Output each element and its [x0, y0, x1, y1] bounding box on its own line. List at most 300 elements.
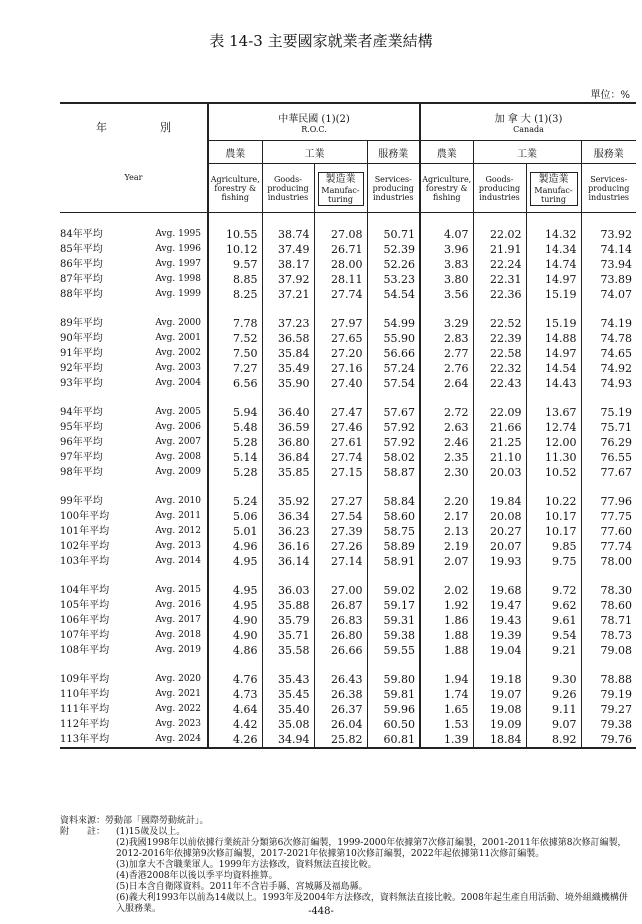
value-cell: 2.17 [420, 509, 473, 524]
value-cell: 2.35 [420, 450, 473, 465]
year-zh-cell: 91年平均 [60, 348, 103, 359]
value-cell: 27.74 [314, 287, 367, 302]
value-cell: 1.39 [420, 732, 473, 748]
spacer-cell [146, 302, 208, 316]
group-spacer [60, 302, 636, 316]
year-zh-cell: 101年平均 [60, 526, 110, 537]
value-cell: 4.90 [208, 613, 262, 628]
value-cell: 7.78 [208, 316, 262, 331]
value-cell: 14.54 [526, 361, 581, 376]
value-cell: 78.00 [581, 554, 636, 569]
year-zh-cell: 96年平均 [60, 437, 103, 448]
spacer-cell [581, 391, 636, 405]
value-cell: 9.30 [526, 672, 581, 687]
spacer-cell [581, 569, 636, 583]
year-en-cell: Avg. 2007 [155, 437, 201, 447]
table-row [60, 316, 636, 331]
value-cell: 38.17 [262, 257, 314, 272]
year-en-cell: Avg. 2017 [155, 615, 201, 625]
value-cell: 74.78 [581, 331, 636, 346]
value-cell: 2.19 [420, 539, 473, 554]
value-cell: 55.90 [367, 331, 420, 346]
value-cell: 26.37 [314, 702, 367, 717]
value-cell: 2.64 [420, 376, 473, 391]
value-cell: 57.92 [367, 420, 420, 435]
year-en-cell: Avg. 2021 [155, 689, 201, 699]
value-cell: 1.88 [420, 643, 473, 658]
page-number: -448- [308, 906, 334, 917]
value-cell: 27.26 [314, 539, 367, 554]
value-cell: 54.99 [367, 316, 420, 331]
value-cell: 3.83 [420, 257, 473, 272]
value-cell: 73.89 [581, 272, 636, 287]
value-cell: 58.60 [367, 509, 420, 524]
table-row [60, 554, 636, 569]
value-cell: 19.09 [473, 717, 526, 732]
value-cell: 36.40 [262, 405, 314, 420]
value-cell: 79.08 [581, 643, 636, 658]
value-cell: 11.30 [526, 450, 581, 465]
year-zh-cell: 106年平均 [60, 615, 110, 626]
value-cell: 58.75 [367, 524, 420, 539]
roc-mfg-en: Manufac-turing [321, 186, 360, 204]
year-en-cell: Avg. 2006 [155, 422, 201, 432]
group-spacer [60, 480, 636, 494]
table-row [60, 257, 636, 272]
spacer-cell [367, 391, 420, 405]
value-cell: 10.52 [526, 465, 581, 480]
spacer-cell [262, 658, 314, 672]
year-en-cell: Avg. 2016 [155, 600, 201, 610]
value-cell: 2.63 [420, 420, 473, 435]
table-row [60, 628, 636, 643]
spacer-cell [420, 302, 473, 316]
spacer-cell [60, 658, 146, 672]
value-cell: 77.67 [581, 465, 636, 480]
value-cell: 1.86 [420, 613, 473, 628]
year-header-zh-2: 別 [160, 120, 171, 134]
year-en-cell: Avg. 2024 [146, 732, 208, 748]
value-cell: 78.88 [581, 672, 636, 687]
value-cell: 77.60 [581, 524, 636, 539]
value-cell: 27.20 [314, 346, 367, 361]
year-zh-cell: 93年平均 [60, 378, 103, 389]
spacer-cell [526, 391, 581, 405]
value-cell: 27.40 [314, 376, 367, 391]
year-en-cell: Avg. 2001 [155, 333, 201, 343]
value-cell: 77.96 [581, 494, 636, 509]
canada-goods-en: Goods-producing industries [473, 164, 526, 213]
value-cell: 19.39 [473, 628, 526, 643]
value-cell: 4.64 [208, 702, 262, 717]
value-cell: 5.28 [208, 465, 262, 480]
group-spacer [60, 391, 636, 405]
spacer-cell [146, 213, 208, 228]
value-cell: 19.47 [473, 598, 526, 613]
value-cell: 2.77 [420, 346, 473, 361]
value-cell: 18.84 [473, 732, 526, 748]
year-zh-cell: 103年平均 [60, 556, 110, 567]
value-cell: 27.27 [314, 494, 367, 509]
unit-label: 單位：% [590, 90, 630, 101]
roc-header-zh: 中華民國 (1)(2) [278, 114, 350, 125]
value-cell: 36.34 [262, 509, 314, 524]
spacer-cell [581, 658, 636, 672]
roc-header-en: R.O.C. [301, 125, 327, 134]
group-spacer [60, 213, 636, 228]
value-cell: 19.68 [473, 583, 526, 598]
value-cell: 5.14 [208, 450, 262, 465]
value-cell: 36.84 [262, 450, 314, 465]
value-cell: 75.19 [581, 405, 636, 420]
value-cell: 19.93 [473, 554, 526, 569]
value-cell: 9.26 [526, 687, 581, 702]
value-cell: 9.75 [526, 554, 581, 569]
value-cell: 35.88 [262, 598, 314, 613]
value-cell: 35.45 [262, 687, 314, 702]
spacer-cell [581, 480, 636, 494]
spacer-cell [262, 569, 314, 583]
note-item: (1)15歲及以上。 [116, 827, 186, 837]
value-cell: 22.52 [473, 316, 526, 331]
notes-section [60, 816, 636, 915]
year-zh-cell: 102年平均 [60, 541, 110, 552]
year-zh-cell: 107年平均 [60, 630, 110, 641]
value-cell: 26.71 [314, 242, 367, 257]
spacer-cell [314, 480, 367, 494]
table-row [60, 643, 636, 658]
spacer-cell [526, 658, 581, 672]
value-cell: 36.14 [262, 554, 314, 569]
year-zh-cell: 95年平均 [60, 422, 103, 433]
year-en-cell: Avg. 2014 [155, 556, 201, 566]
value-cell: 74.93 [581, 376, 636, 391]
value-cell: 77.74 [581, 539, 636, 554]
value-cell: 19.18 [473, 672, 526, 687]
year-zh-cell: 87年平均 [60, 274, 103, 285]
value-cell: 1.53 [420, 717, 473, 732]
value-cell: 73.94 [581, 257, 636, 272]
table-row [60, 583, 636, 598]
table-row [60, 732, 636, 748]
value-cell: 9.62 [526, 598, 581, 613]
year-zh-cell: 112年平均 [60, 719, 110, 730]
value-cell: 78.71 [581, 613, 636, 628]
year-zh-cell: 104年平均 [60, 585, 110, 596]
year-zh-cell: 90年平均 [60, 333, 103, 344]
value-cell: 57.67 [367, 405, 420, 420]
year-zh-cell: 88年平均 [60, 289, 103, 300]
value-cell: 14.97 [526, 272, 581, 287]
year-en-cell: Avg. 2003 [155, 363, 201, 373]
value-cell: 10.17 [526, 509, 581, 524]
value-cell: 4.07 [420, 227, 473, 242]
spacer-cell [146, 391, 208, 405]
table-row [60, 435, 636, 450]
table-row [60, 331, 636, 346]
year-en-cell: Avg. 2013 [155, 541, 201, 551]
year-zh-cell: 85年平均 [60, 244, 103, 255]
value-cell: 58.87 [367, 465, 420, 480]
table-row [60, 272, 636, 287]
year-en-cell: Avg. 2022 [155, 704, 201, 714]
value-cell: 59.80 [367, 672, 420, 687]
value-cell: 1.92 [420, 598, 473, 613]
year-zh-cell: 89年平均 [60, 318, 103, 329]
value-cell: 9.07 [526, 717, 581, 732]
roc-goods-en: Goods-producing industries [262, 164, 314, 213]
value-cell: 21.66 [473, 420, 526, 435]
value-cell: 35.08 [262, 717, 314, 732]
value-cell: 57.24 [367, 361, 420, 376]
spacer-cell [473, 302, 526, 316]
year-en-cell: Avg. 2019 [155, 645, 201, 655]
year-zh-cell: 86年平均 [60, 259, 103, 270]
value-cell: 4.96 [208, 539, 262, 554]
value-cell: 14.32 [526, 227, 581, 242]
value-cell: 27.46 [314, 420, 367, 435]
employment-structure-table [60, 102, 636, 749]
value-cell: 35.92 [262, 494, 314, 509]
spacer-cell [60, 569, 146, 583]
year-header-zh-1: 年 [96, 120, 107, 134]
value-cell: 5.24 [208, 494, 262, 509]
value-cell: 20.07 [473, 539, 526, 554]
year-en-cell: Avg. 1998 [155, 274, 201, 284]
value-cell: 4.42 [208, 717, 262, 732]
value-cell: 22.39 [473, 331, 526, 346]
value-cell: 8.85 [208, 272, 262, 287]
value-cell: 27.08 [314, 227, 367, 242]
year-en-cell: Avg. 1995 [155, 229, 201, 239]
value-cell: 27.15 [314, 465, 367, 480]
note-row [60, 827, 636, 915]
value-cell: 59.17 [367, 598, 420, 613]
spacer-cell [526, 302, 581, 316]
table-row [60, 405, 636, 420]
value-cell: 26.66 [314, 643, 367, 658]
year-zh-cell: 109年平均 [60, 674, 110, 685]
value-cell: 27.00 [314, 583, 367, 598]
value-cell: 4.26 [208, 732, 262, 748]
note-item: (6)義大利1993年以前為14歲以上。1993年及2004年方法修改，資料無法直接比較。2008年起生產自用活動、境外組織機構併入服務業。 [116, 893, 628, 914]
spacer-cell [367, 569, 420, 583]
year-en-cell: Avg. 2012 [155, 526, 201, 536]
canada-header-en: Canada [513, 125, 544, 134]
table-row [60, 346, 636, 361]
spacer-cell [60, 480, 146, 494]
year-en-cell: Avg. 1996 [155, 244, 201, 254]
value-cell: 60.50 [367, 717, 420, 732]
value-cell: 74.14 [581, 242, 636, 257]
spacer-cell [473, 391, 526, 405]
year-header-en: Year [124, 172, 143, 182]
value-cell: 5.06 [208, 509, 262, 524]
value-cell: 19.43 [473, 613, 526, 628]
table-row [60, 524, 636, 539]
year-zh-cell: 92年平均 [60, 363, 103, 374]
year-zh-cell: 100年平均 [60, 511, 110, 522]
table-row [60, 717, 636, 732]
value-cell: 15.19 [526, 316, 581, 331]
value-cell: 22.36 [473, 287, 526, 302]
value-cell: 22.58 [473, 346, 526, 361]
value-cell: 9.11 [526, 702, 581, 717]
value-cell: 57.92 [367, 435, 420, 450]
value-cell: 2.20 [420, 494, 473, 509]
value-cell: 21.10 [473, 450, 526, 465]
value-cell: 4.86 [208, 643, 262, 658]
value-cell: 36.59 [262, 420, 314, 435]
year-header-cell [60, 103, 208, 213]
value-cell: 52.39 [367, 242, 420, 257]
value-cell: 3.56 [420, 287, 473, 302]
value-cell: 12.74 [526, 420, 581, 435]
value-cell: 9.54 [526, 628, 581, 643]
value-cell: 1.88 [420, 628, 473, 643]
value-cell: 9.85 [526, 539, 581, 554]
spacer-cell [262, 302, 314, 316]
table-row [60, 242, 636, 257]
year-en-cell: Avg. 2009 [155, 467, 201, 477]
table-row [60, 509, 636, 524]
value-cell: 12.00 [526, 435, 581, 450]
value-cell: 2.30 [420, 465, 473, 480]
year-en-cell: Avg. 2010 [155, 496, 201, 506]
value-cell: 13.67 [526, 405, 581, 420]
spacer-cell [367, 302, 420, 316]
spacer-cell [473, 480, 526, 494]
spacer-cell [420, 658, 473, 672]
value-cell: 36.03 [262, 583, 314, 598]
value-cell: 59.38 [367, 628, 420, 643]
spacer-cell [581, 213, 636, 228]
value-cell: 59.02 [367, 583, 420, 598]
year-en-cell: Avg. 1997 [155, 259, 201, 269]
spacer-cell [367, 658, 420, 672]
value-cell: 3.96 [420, 242, 473, 257]
spacer-cell [526, 569, 581, 583]
source-row [60, 816, 636, 827]
roc-services-zh: 服務業 [367, 141, 420, 164]
spacer-cell [314, 569, 367, 583]
year-en-cell: Avg. 2015 [155, 585, 201, 595]
year-zh-cell: 84年平均 [60, 229, 103, 240]
value-cell: 19.04 [473, 643, 526, 658]
value-cell: 35.71 [262, 628, 314, 643]
canada-header-zh: 加 拿 大 (1)(3) [494, 114, 563, 125]
table-row [60, 361, 636, 376]
note-label: 附 註： [60, 827, 106, 837]
value-cell: 74.07 [581, 287, 636, 302]
value-cell: 35.58 [262, 643, 314, 658]
value-cell: 8.92 [526, 732, 581, 748]
value-cell: 58.02 [367, 450, 420, 465]
value-cell: 78.73 [581, 628, 636, 643]
value-cell: 60.81 [367, 732, 420, 748]
value-cell: 37.21 [262, 287, 314, 302]
value-cell: 58.84 [367, 494, 420, 509]
table-row [60, 376, 636, 391]
source-text: 勞動部「國際勞動統計」。 [105, 816, 209, 826]
year-zh-cell: 113年平均 [60, 732, 146, 748]
value-cell: 6.56 [208, 376, 262, 391]
spacer-cell [314, 658, 367, 672]
value-cell: 53.23 [367, 272, 420, 287]
value-cell: 36.23 [262, 524, 314, 539]
value-cell: 7.50 [208, 346, 262, 361]
value-cell: 4.95 [208, 598, 262, 613]
value-cell: 10.55 [208, 227, 262, 242]
spacer-cell [208, 302, 262, 316]
table-row [60, 702, 636, 717]
value-cell: 20.08 [473, 509, 526, 524]
canada-header [420, 103, 636, 141]
value-cell: 59.96 [367, 702, 420, 717]
value-cell: 14.74 [526, 257, 581, 272]
value-cell: 27.39 [314, 524, 367, 539]
value-cell: 19.84 [473, 494, 526, 509]
value-cell: 37.49 [262, 242, 314, 257]
value-cell: 35.85 [262, 465, 314, 480]
value-cell: 1.65 [420, 702, 473, 717]
value-cell: 10.22 [526, 494, 581, 509]
spacer-cell [526, 213, 581, 228]
year-zh-cell: 98年平均 [60, 467, 103, 478]
spacer-cell [146, 480, 208, 494]
value-cell: 50.71 [367, 227, 420, 242]
table-row [60, 420, 636, 435]
value-cell: 26.80 [314, 628, 367, 643]
group-spacer [60, 658, 636, 672]
value-cell: 27.16 [314, 361, 367, 376]
value-cell: 15.19 [526, 287, 581, 302]
value-cell: 14.43 [526, 376, 581, 391]
table-row [60, 465, 636, 480]
spacer-cell [146, 569, 208, 583]
value-cell: 37.23 [262, 316, 314, 331]
value-cell: 26.83 [314, 613, 367, 628]
spacer-cell [60, 213, 146, 228]
value-cell: 58.91 [367, 554, 420, 569]
value-cell: 35.49 [262, 361, 314, 376]
value-cell: 5.94 [208, 405, 262, 420]
spacer-cell [420, 213, 473, 228]
value-cell: 77.75 [581, 509, 636, 524]
year-zh-cell: 108年平均 [60, 645, 110, 656]
table-row [60, 672, 636, 687]
value-cell: 21.25 [473, 435, 526, 450]
value-cell: 5.48 [208, 420, 262, 435]
value-cell: 8.25 [208, 287, 262, 302]
value-cell: 35.90 [262, 376, 314, 391]
value-cell: 7.52 [208, 331, 262, 346]
spacer-cell [146, 658, 208, 672]
value-cell: 1.74 [420, 687, 473, 702]
spacer-cell [262, 213, 314, 228]
table-body [60, 213, 636, 749]
value-cell: 5.01 [208, 524, 262, 539]
value-cell: 7.27 [208, 361, 262, 376]
year-zh-cell: 97年平均 [60, 452, 103, 463]
canada-industry-zh: 工業 [473, 141, 581, 164]
roc-header [208, 103, 420, 141]
value-cell: 2.83 [420, 331, 473, 346]
year-zh-cell: 105年平均 [60, 600, 110, 611]
note-item: (5)日本含自衛隊資料。2011年不含岩手縣、宮城縣及福島縣。 [116, 882, 368, 892]
value-cell: 74.19 [581, 316, 636, 331]
value-cell: 75.71 [581, 420, 636, 435]
